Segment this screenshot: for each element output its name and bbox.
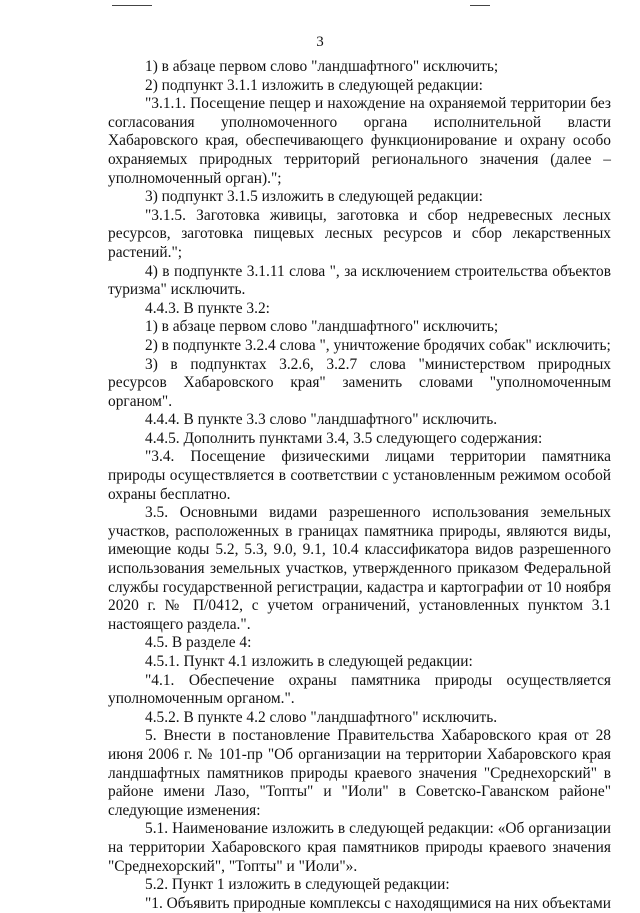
paragraph: 5. Внести в постановление Правительства Хабаровского края от 28 июня 2006 г. № 101-пр "Об организации на территории Хабаровского края ландшафтных памятников природы краевого значения "Среднехорский" в районе имени Лазо, "Топты" и "Иоли" в Советско-Гаванском районе" следующие изменения: (108, 727, 611, 819)
paragraph: 3.5. Основными видами разрешенного использования земельных участков, расположенных в границах памятника природы, являются виды, имеющие коды 5.2, 5.3, 9.0, 9.1, 10.4 классификатора видов разрешенного использования земельных участков, утвержденного приказом Федеральной службы государственной регистрации, кадастра и картографии от 10 ноября 2020 г. № П/0412, с учетом ограничений, установленных пунктом 3.1 настоящего раздела.". (108, 504, 611, 633)
paragraph: 4.4.3. В пункте 3.2: (145, 299, 270, 317)
paragraph: "1. Объявить природные комплексы с находящимися на них объектами (145, 894, 611, 912)
paragraph: "3.1.5. Заготовка живицы, заготовка и сбор недревесных лесных ресурсов, заготовка пищевых лесных ресурсов и сбор лекарственных растений."; (108, 206, 611, 261)
paragraph: 3) подпункт 3.1.5 изложить в следующей редакции: (145, 188, 483, 206)
document-body (108, 58, 611, 913)
paragraph: 4.4.4. В пункте 3.3 слово "ландшафтного" исключить. (145, 411, 498, 429)
paragraph: 4) в подпункте 3.1.11 слова ", за исключением строительства объектов туризма" исключить. (108, 262, 611, 299)
paragraph: 1) в абзаце первом слово "ландшафтного" исключить; (145, 318, 499, 336)
paragraph: 4.5. В разделе 4: (145, 634, 252, 652)
paragraph: 5.1. Наименование изложить в следующей редакции: «Об организации на территории Хабаровского края памятников природы краевого значения "Среднехорский", "Топты" и "Иоли"». (108, 820, 611, 875)
paragraph: 4.4.5. Дополнить пунктами 3.4, 3.5 следующего содержания: (145, 429, 543, 447)
scan-artifact-line (470, 5, 490, 6)
page-number: 3 (316, 34, 324, 50)
paragraph: 3) в подпунктах 3.2.6, 3.2.7 слова "министерством природных ресурсов Хабаровского края" заменить словами "уполномоченным органом". (108, 355, 611, 410)
paragraph: "4.1. Обеспечение охраны памятника природы осуществляется уполномоченным органом.". (108, 671, 611, 708)
scan-artifact-line (112, 5, 152, 6)
paragraph: "3.1.1. Посещение пещер и нахождение на охраняемой территории без согласования уполномоченного органа исполнительной власти Хабаровского края, обеспечивающего функционирование и охрану особо охраняемых природных территорий регионального значения (далее – уполномоченный орган)."; (108, 95, 611, 187)
paragraph: 4.5.1. Пункт 4.1 изложить в следующей редакции: (145, 653, 473, 670)
paragraph: "3.4. Посещение физическими лицами территории памятника природы осуществляется в соответствии с установленным режимом особой охраны бесплатно. (108, 448, 611, 503)
paragraph: 2) подпункт 3.1.1 изложить в следующей редакции: (145, 76, 483, 94)
paragraph: 2) в подпункте 3.2.4 слова ", уничтожение бродячих собак" исключить; (145, 336, 611, 354)
paragraph: 4.5.2. В пункте 4.2 слово "ландшафтного" исключить. (145, 708, 498, 726)
paragraph: 5.2. Пункт 1 изложить в следующей редакции: (145, 876, 450, 894)
paragraph: 1) в абзаце первом слово "ландшафтного" исключить; (145, 58, 499, 75)
